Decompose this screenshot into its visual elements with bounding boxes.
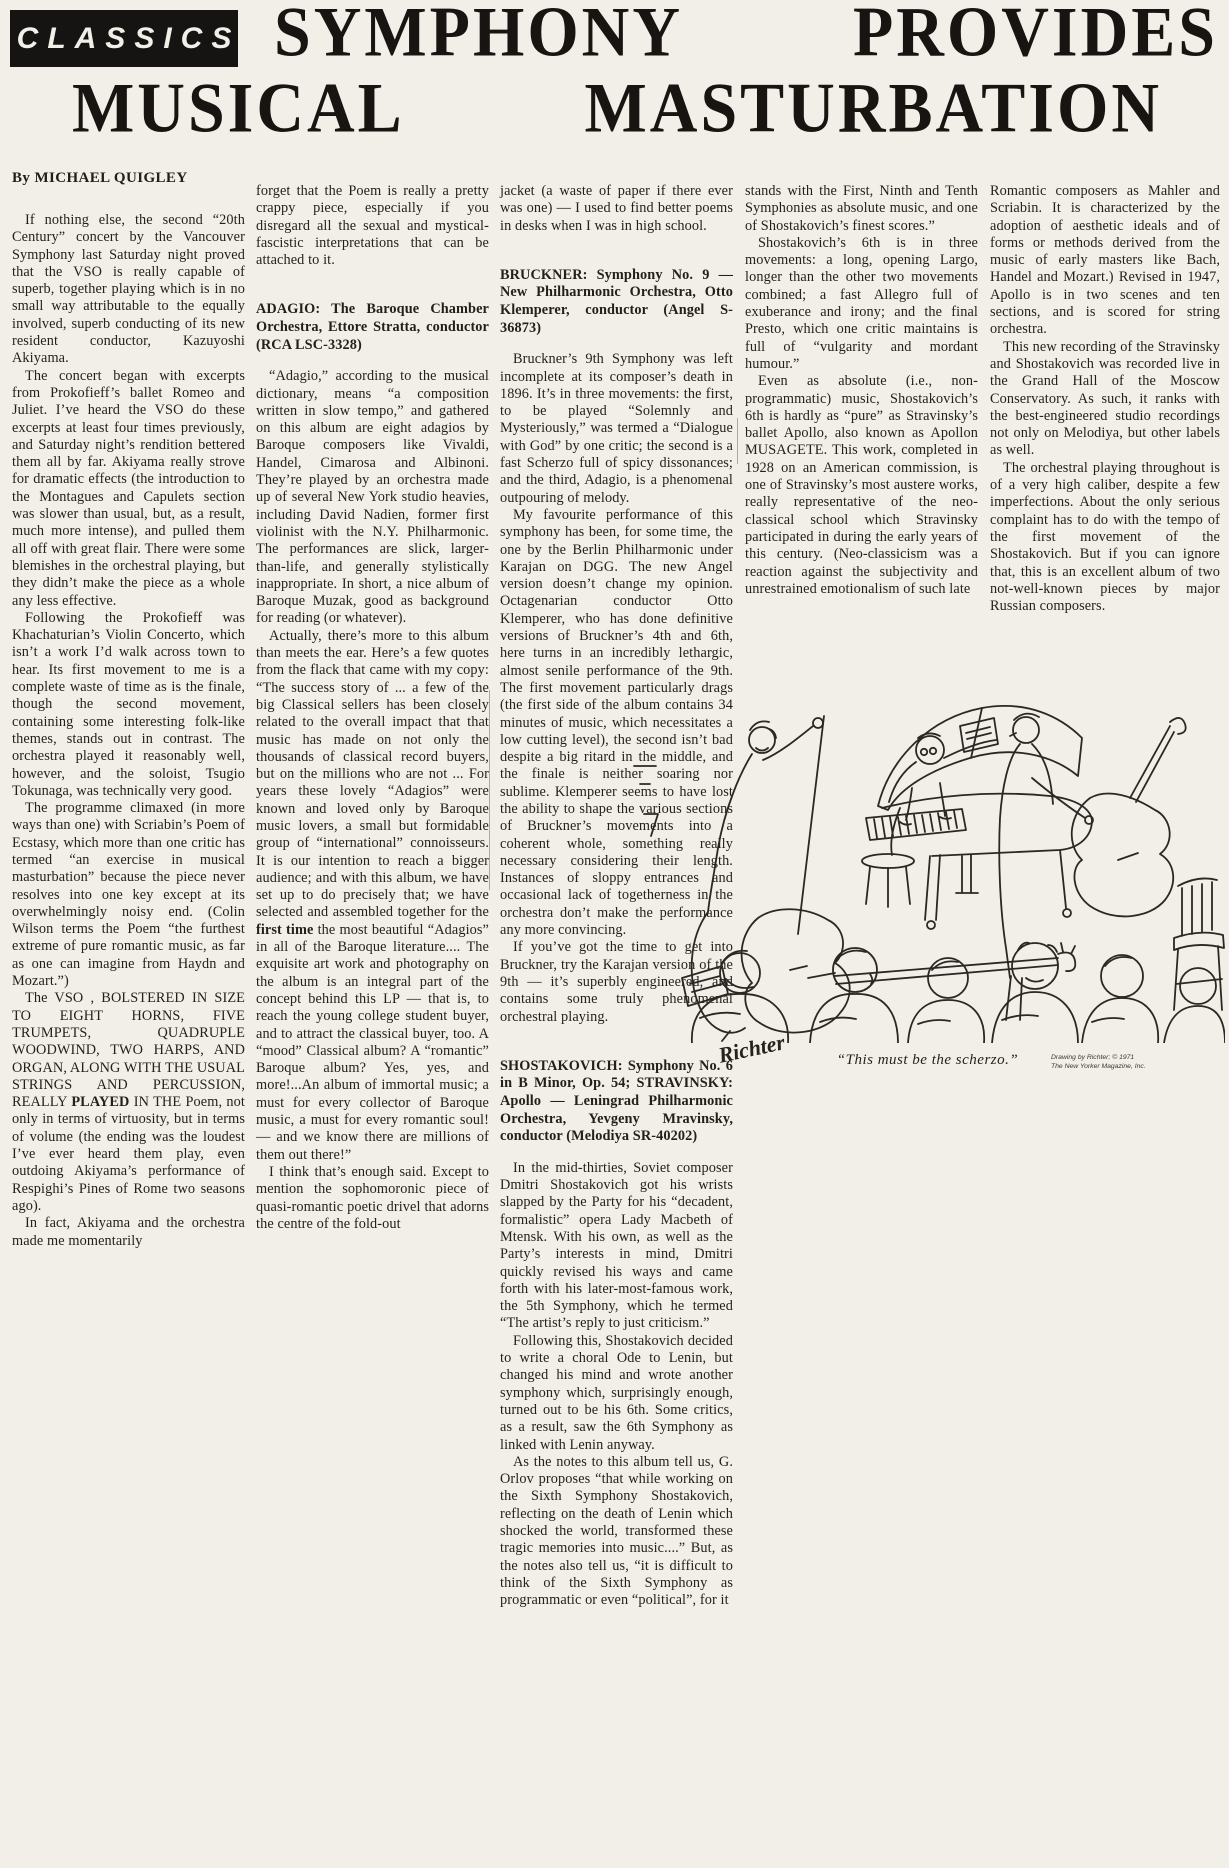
headline-word: SYMPHONY [274, 0, 683, 72]
article-paragraph: The programme climaxed (in more ways than one) with Scriabin’s Poem of Ecstasy, which more than one critic has termed “an exercise in musical masturbation” because the piece never resolves into one key except at its overwhelmingly noisy end. (Colin Wilson terms the Poem “the furthest extreme of pure romantic music, as far as one can imagine from Haydn and Mozart.”) [12, 800, 245, 990]
article-column-5 [990, 183, 1220, 615]
headline-word: PROVIDES [852, 0, 1218, 72]
review-heading: BRUCKNER: Symphony No. 9 — New Philharmonic Orchestra, Otto Klemperer, conductor (Angel S-36873) [500, 266, 733, 336]
article-paragraph: If you’ve got the time to get into Bruckner, try the Karajan version of the 9th — it’s superbly engineered, and contains some truly phenomenal orchestral playing. [500, 939, 733, 1025]
article-column-4 [745, 183, 978, 598]
article-paragraph: stands with the First, Ninth and Tenth Symphonies as absolute music, and one of Shostakovich’s finest scores.” [745, 183, 978, 234]
article-paragraph: Following this, Shostakovich decided to write a choral Ode to Lenin, but changed his mind and wrote another symphony which, surprisingly enough, turned out to be his 6th. Some critics, as a result, saw the 6th Symphony as linked with Lenin anyway. [500, 1332, 733, 1453]
article-paragraph: “Adagio,” according to the musical dictionary, means “a composition written in slow tempo,” and gathered on this album are eight adagios by Baroque composers like Vivaldi, Handel, Cimarosa and Albinoni. They’re played by an orchestra made up of several New York studio heavies, including David Nadien, former first violinist with the N.Y. Philharmonic. The performances are slick, larger-than-life, and generally stylistically inappropriate. In short, a nice album of Baroque Muzak, good as background for reading (or whatever). [256, 368, 489, 627]
article-paragraph: forget that the Poem is really a pretty crappy piece, especially if you disregard all the sexual and mystical-fascistic interpretations that can be attached to it. [256, 183, 489, 269]
headline-line1 [274, 0, 1218, 74]
cartoon-footer [630, 1029, 1225, 1096]
headline-word: MUSICAL [72, 69, 405, 148]
article-paragraph: In the mid-thirties, Soviet composer Dmitri Shostakovich got his wrists slapped by the Party for his “decadent, formalistic” opera Lady Macbeth of Mtensk. With his own, as well as the Party’s interests in mind, Dmitri quickly revised his ways and came forth with his later-most-famous work, the 5th Symphony, which he termed “The artist’s reply to just criticism.” [500, 1159, 733, 1332]
scan-artifact-line [489, 690, 490, 890]
article-paragraph: Following the Prokofieff was Khachaturian’s Violin Concerto, which isn’t a work I’d walk across town to hear. Its first movement to me is a complete waste of time as is the finale, though the second movement, containing some interesting folk-like themes, stands out in contrast. The orchestra played it reasonably well, however, and the soloist, Tsugio Tokunaga, was technically very good. [12, 609, 245, 799]
cartoon-credit [1051, 1054, 1163, 1071]
scan-artifact-line [737, 418, 738, 464]
article-paragraph: This new recording of the Stravinsky and Shostakovich was recorded live in the Grand Hall of the Moscow Conservatory. As such, it ranks with the best-engineered studio recordings not only on Melodiya, but other labels as well. [990, 338, 1220, 459]
cartoon-drawing [630, 678, 1225, 1043]
article-paragraph: In fact, Akiyama and the orchestra made me momentarily [12, 1215, 245, 1249]
article-paragraph: My favourite performance of this symphony has been, for some time, the one by the Berlin Philharmonic under Karajan on DGG. The new Angel version doesn’t change my opinion. Octagenarian conductor Otto Klemperer, who has done definitive versions of Bruckner’s 4th and 6th, here turns in an incredibly lethargic, almost senile performance of the 9th. The first movement particularly drags (the first side of the album contains 34 minutes of music, which necessitates a low cutting level), the second isn’t bad despite a big ritard in the middle, and the finale is neither soaring nor sublime. Klemperer seems to have lost the ability to shape the various sections of Bruckner’s movements into a coherent whole, something really necessary considering their length. Instances of sloppy entrances and occasional lack of togetherness in the orchestra don’t make the performance any more convincing. [500, 506, 733, 939]
article-paragraph: Romantic composers as Mahler and Scriabin. It is characterized by the adoption of aesthetic ideals and of forms or methods derived from the music of early masters like Bach, Handel and Mozart.) Revised in 1947, Apollo is in two scenes and ten sections, and is scored for string orchestra. [990, 183, 1220, 338]
review-heading: SHOSTAKOVICH: Symphony No. 6 in B Minor, Op. 54; STRAVINSKY: Apollo — Leningrad Philharmonic Orchestra, Yevgeny Mravinsky, conductor (Melodiya SR-40202) [500, 1057, 733, 1145]
cartoon-credit-line2: The New Yorker Magazine, Inc. [1051, 1062, 1146, 1070]
article-paragraph: I think that’s enough said. Except to mention the sophomoronic piece of quasi-romantic poetic drivel that adorns the centre of the fold-out [256, 1163, 489, 1232]
article-paragraph: As the notes to this album tell us, G. Orlov proposes “that while working on the Sixth Symphony Shostakovich, reflecting on the death of Lenin which shocked the world, transformed these tragic memories into music....” But, as the notes also tell us, “it is difficult to think of the Sixth Symphony as programmatic or even “political”, for it [500, 1453, 733, 1609]
article-paragraph: Even as absolute (i.e., non-programmatic) music, Shostakovich’s 6th is hardly as “pure” as Stravinsky’s ballet Apollo, also known as Apollon MUSAGETE. This work, completed in 1928 on an American commission, is one of Stravinsky’s most austere works, really representative of the neo-classical school which Stravinsky participated in during the early years of this century. (Neo-classicism was a reaction against the subjectivity and unrestrained emotionalism of such late [745, 373, 978, 597]
cartoonist-signature: Richter [716, 1029, 787, 1068]
article-column-1 [12, 212, 245, 1250]
article-paragraph: Bruckner’s 9th Symphony was left incomplete at its composer’s death in 1896. It’s in three movements: the first, to be played “Solemnly and Mysteriously,” was termed a “Dialogue with God” by one critic; the second is a fast Scherzo full of spicy dissonances; and the third, Adagio, is a phenomenal outpouring of melody. [500, 351, 733, 506]
headline-word: MASTURBATION [584, 69, 1162, 148]
review-heading: ADAGIO: The Baroque Chamber Orchestra, Ettore Stratta, conductor (RCA LSC-3328) [256, 301, 489, 353]
article-column-2 [256, 183, 489, 1233]
cartoon-credit-line1: Drawing by Richter; © 1971 [1051, 1054, 1135, 1061]
article-paragraph: The VSO , BOLSTERED IN SIZE TO EIGHT HORNS, FIVE TRUMPETS, QUADRUPLE WOODWIND, TWO HARPS, AND ORGAN, ALONG WITH THE USUAL STRINGS AND PERCUSSION, REALLY PLAYED IN THE Poem, not only in terms of virtuosity, but in terms of volume (the ending was the loudest I’ve ever heard them play, even outdoing Akiyama’s performance of Respighi’s Pines of Rome two seasons ago). [12, 990, 245, 1214]
article-paragraph: The orchestral playing throughout is of a very high caliber, despite a few imperfections. About the only serious complaint has to do with the tempo of the first movement of the Shostakovich. But if you can ignore that, this is an excellent album of two not-well-known pieces by major Russian composers. [990, 459, 1220, 615]
cartoon-illustration [630, 678, 1225, 1046]
classics-badge [10, 10, 241, 67]
article-paragraph: Shostakovich’s 6th is in three movements: a long, opening Largo, longer than the other two movements combined; a fast Allegro full of exuberance and irony; and the final Presto, which one critic maintains is full of “vulgarity and mordant humour.” [745, 234, 978, 372]
article-paragraph: Actually, there’s more to this album than meets the ear. Here’s a few quotes from the flack that came with my copy: “The success story of ... a few of the big Classical sellers has been closely related to the overall impact that that music has made on not only the thousands of classical record buyers, but on the millions who are not ... For years these lovely “Adagios” were known and loved only by Baroque music lovers, a small but formidable group of “international” connoisseurs. It is our intention to reach a bigger audience; and with this album, we have set up to do precisely that; we have selected and assembled together for the first time the most beautiful “Adagios” in all of the Baroque literature.... The exquisite art work and photography on the album is an integral part of the concept behind this LP — that is, to reach the young college student buyer, and to attract the classical buyer, too. A “mood” Classical album? A “romantic” Baroque album? Yes, yes, and more!...An album of immortal music; a must for every collector of Baroque music, a must for every romantic soul! — and we know there are millions of them out there!” [256, 627, 490, 1163]
article-paragraph: If nothing else, the second “20th Century” concert by the Vancouver Symphony last Saturday night proved that the VSO is really capable of superb, together playing which is in no small way attributable to the equally involved, superb conducting of its new resident conductor, Kazuyoshi Akiyama. [12, 212, 245, 367]
article-paragraph: The concert began with excerpts from Prokofieff’s ballet Romeo and Juliet. I’ve heard the VSO do these excerpts at least four times previously, and Saturday night’s rendition bettered them all by far. Akiyama really strove for dramatic effects (the introduction to the Montagues and Capulets section was slower than usual, but, as a result, much more intense), and pulled them all off with great flair. There were some blemishes in the orchestral playing, but they didn’t make the piece as a whole any less effective. [12, 367, 245, 609]
article-paragraph: jacket (a waste of paper if there ever was one) — I used to find better poems in desks when I was in high school. [500, 183, 733, 234]
headline-line2 [72, 68, 1162, 150]
byline: By MICHAEL QUIGLEY [12, 170, 188, 186]
classics-badge-label: CLASSICS [16, 21, 241, 55]
cartoon-caption: “This must be the scherzo.” [836, 1052, 1019, 1068]
